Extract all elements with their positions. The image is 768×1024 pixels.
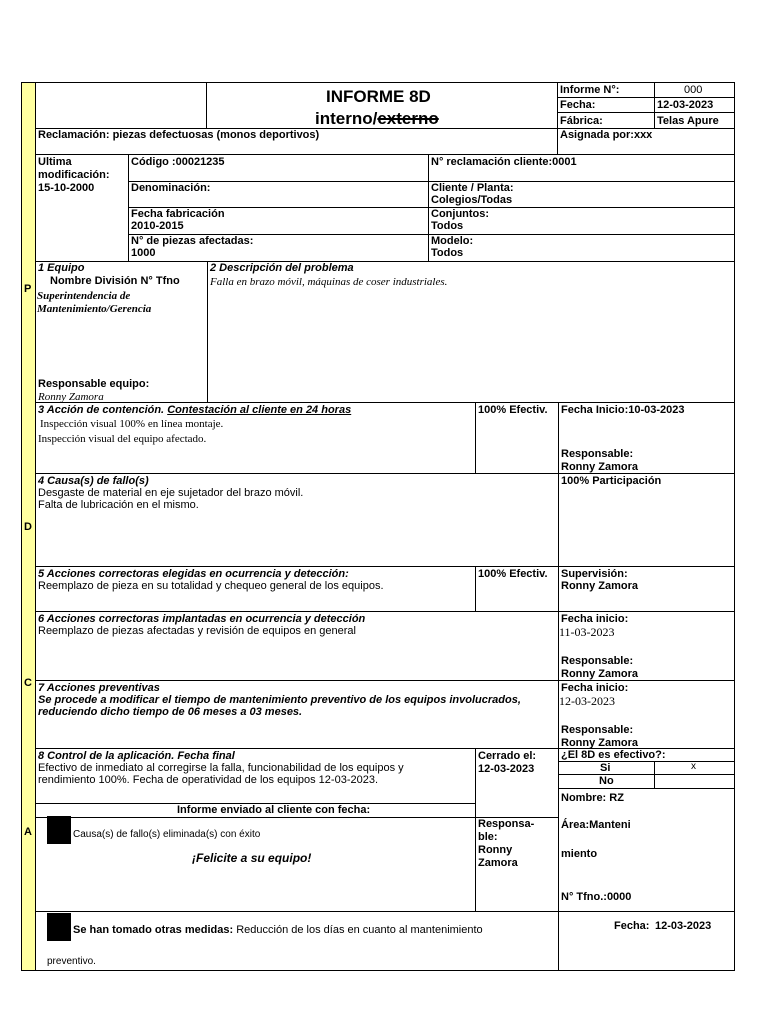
reclamacion-cliente-text: N° reclamación cliente:0001: [431, 156, 577, 168]
area-line2: miento: [561, 848, 598, 860]
cliente-value: Colegios/Todas: [431, 194, 513, 206]
ultima-line2: modificación:: [38, 169, 110, 181]
no-label: No: [599, 775, 614, 787]
felicite-text: ¡Felicite a su equipo!: [192, 851, 312, 865]
causas-line2: Falta de lubricación en el mismo.: [38, 499, 199, 511]
denominacion-text: Denominación:: [131, 182, 211, 194]
medidas-cell: [35, 911, 559, 971]
implantadas-resp-label: Responsable:: [561, 655, 634, 667]
implantadas-resp-value: Ronny Zamora: [561, 668, 639, 680]
fabricacion-label: Fecha fabricación: [131, 208, 225, 220]
correctoras-implantadas-text: Reemplazo de piezas afectadas y revisión de equipos en general: [38, 625, 356, 637]
subtitle-externo: externo: [377, 109, 439, 128]
informe-value: 000: [684, 84, 703, 96]
fecha-label: Fecha:: [560, 99, 596, 111]
responsable-line1: Responsa-: [478, 818, 535, 830]
preventivas-title: 7 Acciones preventivas: [38, 682, 160, 694]
preventivas-resp-value: Ronny Zamora: [561, 737, 639, 749]
control-line2: rendimiento 100%. Fecha de operatividad de los equipos 12-03-2023.: [38, 774, 379, 786]
contencion-title-text: 3 Acción de contención.: [38, 404, 165, 416]
ultima-line3: 15-10-2000: [38, 182, 95, 194]
equipo-resp-label: Responsable equipo:: [38, 378, 150, 390]
responsable-line4: Zamora: [478, 857, 518, 869]
si-label: Si: [600, 762, 611, 774]
contencion-resp-label: Responsable:: [561, 448, 634, 460]
conjuntos-value: Todos: [431, 220, 464, 232]
efectivo-question: ¿El 8D es efectivo?:: [561, 749, 666, 761]
medidas-line2: preventivo.: [47, 956, 96, 967]
phase-p-label: P: [24, 283, 32, 295]
equipo-title: 1 Equipo: [38, 262, 85, 274]
preventivas-line2: reduciendo dicho tiempo de 06 meses a 03 meses.: [38, 706, 303, 718]
fecha-value: 12-03-2023: [657, 99, 714, 111]
preventivas-resp-label: Responsable:: [561, 724, 634, 736]
footer-fecha-value: 12-03-2023: [655, 920, 712, 932]
supervision-value: Ronny Zamora: [561, 580, 639, 592]
contencion-title-link: Contestación al cliente en 24 horas: [167, 404, 352, 416]
equipo-header: Nombre División N° Tfno: [50, 275, 180, 287]
correctoras-elegidas-title: 5 Acciones correctoras elegidas en ocurrencia y detección:: [38, 568, 349, 580]
phase-d-label: D: [24, 521, 32, 533]
contencion-efectiv: 100% Efectiv.: [478, 404, 548, 416]
phase-c-label: C: [24, 677, 32, 689]
cerrado-label: Cerrado el:: [478, 750, 537, 762]
implantadas-fecha-value: 11-03-2023: [559, 625, 615, 639]
causas-eliminadas-text: Causa(s) de fallo(s) eliminada(s) con éxito: [73, 829, 261, 840]
fabrica-value: Telas Apure: [657, 115, 719, 127]
piezas-label: N° de piezas afectadas:: [131, 235, 254, 247]
si-mark: x: [691, 761, 696, 772]
cerrado-value: 12-03-2023: [478, 763, 535, 775]
causas-title: 4 Causa(s) de fallo(s): [38, 475, 149, 487]
causas-line1: Desgaste de material en eje sujetador del brazo móvil.: [38, 487, 304, 499]
participacion-text: 100% Participación: [561, 475, 662, 487]
equipo-member-1: Superintendencia de: [37, 290, 131, 302]
equipo-resp-value: Ronny Zamora: [38, 391, 104, 403]
ultima-line1: Ultima: [38, 156, 72, 168]
modelo-value: Todos: [431, 247, 464, 259]
medidas-checkbox[interactable]: [47, 913, 71, 941]
tfno-text: N° Tfno.:0000: [561, 891, 632, 903]
fabrica-label: Fábrica:: [560, 115, 603, 127]
contencion-line2: Inspección visual del equipo afectado.: [38, 433, 207, 445]
modelo-cell: [428, 234, 735, 262]
subtitle-interno: interno/: [315, 109, 378, 128]
conjuntos-label: Conjuntos:: [431, 208, 490, 220]
report-title: INFORME 8D: [326, 87, 431, 106]
piezas-value: 1000: [131, 247, 156, 259]
enviado-text: Informe enviado al cliente con fecha:: [177, 804, 371, 816]
nombre-text: Nombre: RZ: [561, 792, 624, 804]
medidas-text: Reducción de los días en cuanto al mantenimiento: [236, 924, 483, 936]
reclamacion-text: Reclamación: piezas defectuosas (monos deportivos): [38, 129, 320, 141]
correctoras-elegidas-text: Reemplazo de pieza en su totalidad y chequeo general de los equipos.: [38, 580, 384, 592]
area-line1: Área:Manteni: [561, 819, 631, 831]
contencion-line1: Inspección visual 100% en línea montaje.: [40, 418, 224, 430]
supervision-label: Supervisión:: [561, 568, 628, 580]
preventivas-fecha-label: Fecha inicio:: [561, 682, 629, 694]
report-subtitle: [315, 109, 439, 129]
cliente-label: Cliente / Planta:: [431, 182, 514, 194]
preventivas-fecha-value: 12-03-2023: [559, 694, 615, 708]
elegidas-efectiv: 100% Efectiv.: [478, 568, 548, 580]
equipo-member-2: Mantenimiento/Gerencia: [37, 303, 152, 315]
contencion-title: [38, 404, 351, 417]
implantadas-fecha-label: Fecha inicio:: [561, 613, 629, 625]
codigo-text: Código :00021235: [131, 156, 225, 168]
no-check-cell[interactable]: [654, 774, 735, 789]
footer-fecha-label: Fecha:: [614, 920, 650, 932]
phase-a-label: A: [24, 826, 32, 838]
header-logo-cell: [35, 82, 207, 129]
medidas-label: Se han tomado otras medidas:: [73, 924, 234, 936]
responsable-line3: Ronny: [478, 844, 513, 856]
contencion-resp-value: Ronny Zamora: [561, 461, 639, 473]
control-line1: Efectivo de inmediato al corregirse la falla, funcionabilidad de los equipos y: [38, 762, 404, 774]
medidas-line1: [73, 924, 483, 937]
asignada-text: Asignada por:xxx: [560, 129, 653, 141]
contencion-fecha: Fecha Inicio:10-03-2023: [561, 404, 685, 416]
problema-text: Falla en brazo móvil, máquinas de coser industriales.: [210, 276, 448, 288]
preventivas-line1: Se procede a modificar el tiempo de mantenimiento preventivo de los equipos involucrados,: [38, 694, 521, 706]
correctoras-implantadas-title: 6 Acciones correctoras implantadas en ocurrencia y detección: [38, 613, 366, 625]
control-title: 8 Control de la aplicación. Fecha final: [38, 750, 235, 762]
fabricacion-value: 2010-2015: [131, 220, 184, 232]
problema-title: 2 Descripción del problema: [210, 262, 354, 274]
responsable-line2: ble:: [478, 831, 498, 843]
modelo-label: Modelo:: [431, 235, 474, 247]
causas-checkbox[interactable]: [47, 816, 71, 844]
informe-label: Informe N°:: [560, 84, 620, 96]
